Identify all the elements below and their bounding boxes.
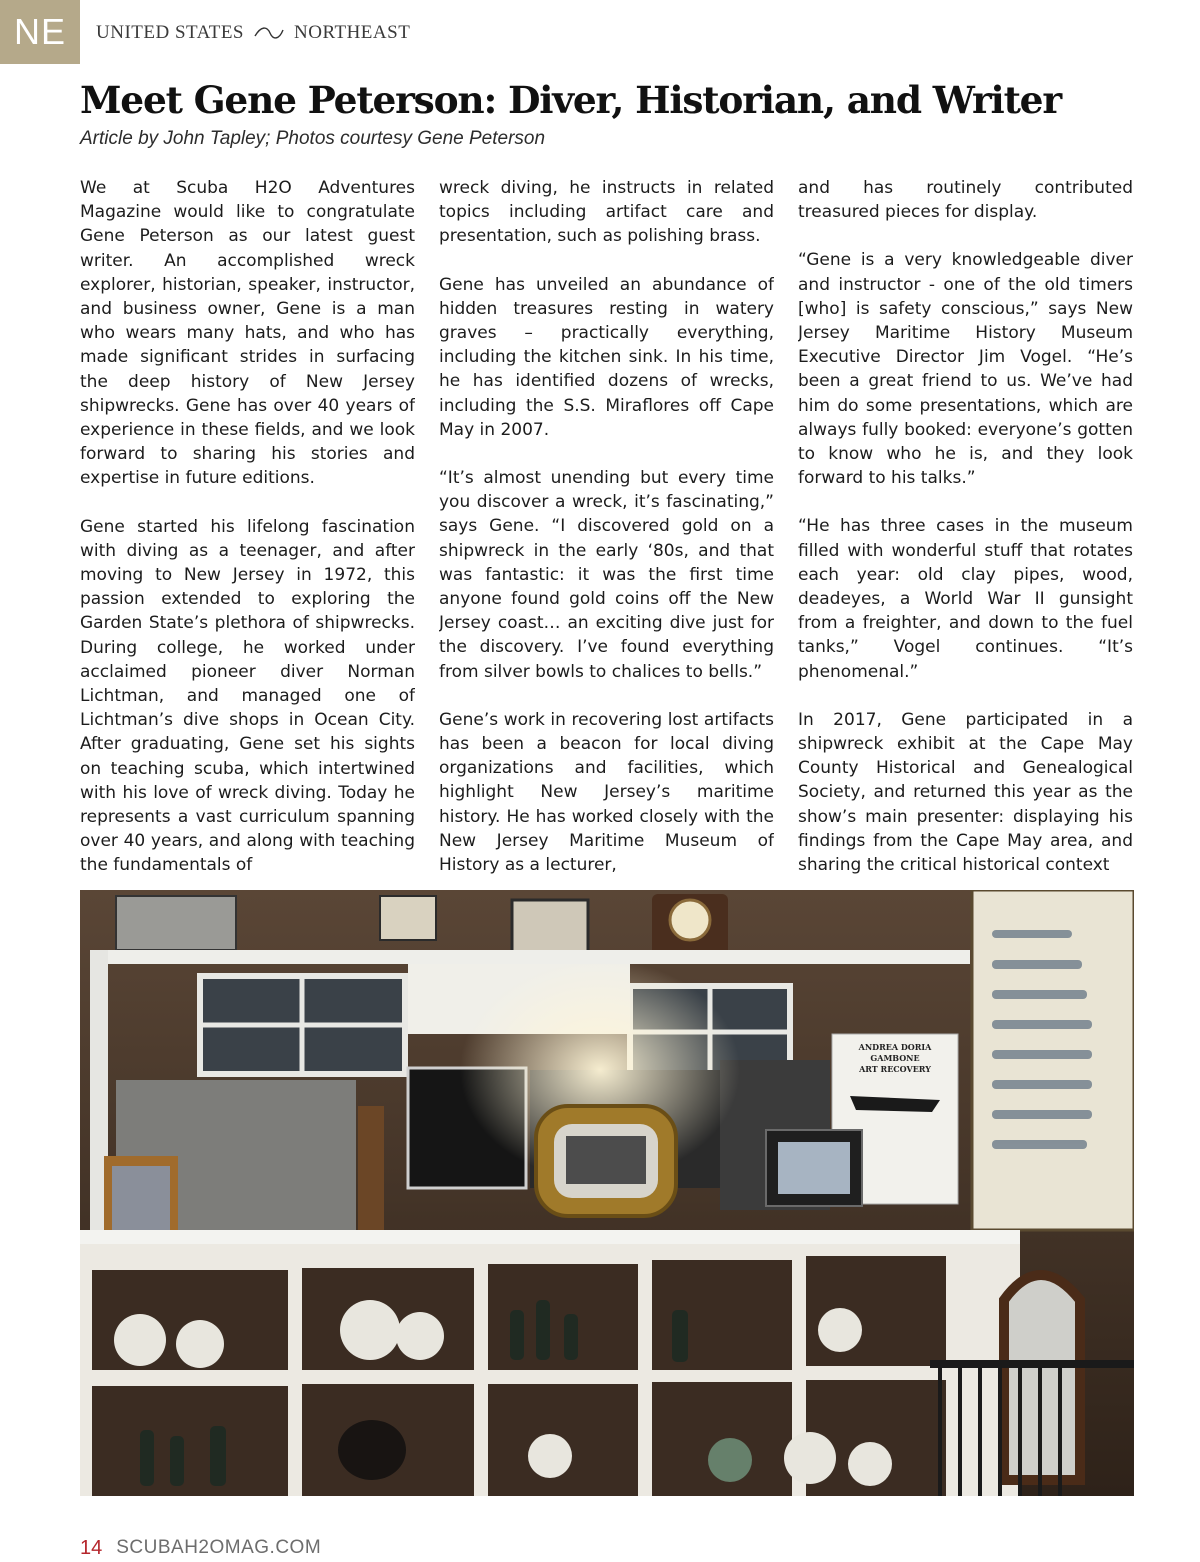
article-column-2 bbox=[439, 176, 774, 878]
paragraph: Gene has unveiled an abundance of hidden treasures resting in watery graves – practically everything, including the kitchen sink. In his time, he has identified dozens of wrecks, including the S.S. Miraflores off Cape May in 2007. bbox=[439, 274, 774, 440]
paragraph: We at Scuba H2O Adventures Magazine would like to congratulate Gene Peterson as our latest guest writer. An accomplished wreck explorer, historian, speaker, instructor, and business owner, Gene is a man who wears many hats, and who has made significant strides in surfacing the deep history of New Jersey shipwrecks. Gene has over 40 years of experience in these fields, and we look forward to sharing his stories and expertise in future editions. bbox=[80, 178, 415, 489]
article-byline: Article by John Tapley; Photos courtesy Gene Peterson bbox=[80, 128, 546, 149]
section-code: NE bbox=[13, 11, 66, 52]
paragraph: and has routinely contributed treasured pieces for display. bbox=[798, 178, 1133, 223]
paragraph: In 2017, Gene participated in a shipwreck exhibit at the Cape May County Historical and Genealogical Society, and returned this year as the show’s main presenter: displaying his findings from the Cape May area, and sharing the critical historical context bbox=[798, 709, 1133, 876]
site-url: SCUBAH2OMAG.COM bbox=[116, 1537, 322, 1558]
paragraph: “He has three cases in the museum filled with wonderful stuff that rotates each year: old clay pipes, wood, deadeyes, a World War II gunsight from a freighter, and down to the fuel tanks,” Vogel continues. “It’s phenomenal.” bbox=[798, 516, 1133, 682]
breadcrumb-region: UNITED STATES bbox=[96, 22, 244, 43]
article-column-1 bbox=[80, 176, 415, 878]
paragraph: wreck diving, he instructs in related topics including artifact care and presentation, such as polishing brass. bbox=[439, 178, 774, 247]
paragraph: Gene started his lifelong fascination with diving as a teenager, and after moving to New Jersey in 1972, this passion extended to exploring the Garden State’s plethora of shipwrecks. During college, he worked under acclaimed pioneer diver Norman Lichtman, and managed one of Lichtman’s dive shops in Ocean City. After graduating, Gene set his sights on teaching scuba, which intertwined with his love of wreck diving. Today he represents a vast curriculum spanning over 40 years, and along with teaching the fundamentals of bbox=[80, 516, 415, 876]
sign-line: GAMBONE bbox=[870, 1053, 920, 1063]
breadcrumb bbox=[96, 20, 410, 46]
wave-separator-icon bbox=[254, 26, 284, 40]
page-number: 14 bbox=[80, 1536, 103, 1559]
breadcrumb-subregion: NORTHEAST bbox=[294, 22, 411, 43]
section-tab bbox=[0, 0, 80, 64]
paragraph: Gene’s work in recovering lost artifacts has been a beacon for local diving organizations and facilities, which highlight New Jersey’s maritime history. He has worked closely with the New Jersey Maritime Museum of History as a lecturer, bbox=[439, 709, 774, 876]
paragraph: “It’s almost unending but every time you discover a wreck, it’s fascinating,” says Gene. “I discovered gold on a shipwreck in the early ‘80s, and that was fantastic: it was the first time anyone found gold coins off the New Jersey coast… an exciting dive just for the discovery. I’ve found everything from silver bowls to chalices to bells.” bbox=[439, 468, 774, 682]
museum-display-photo bbox=[80, 890, 1134, 1496]
sign-line: ART RECOVERY bbox=[859, 1064, 931, 1074]
sign-line: ANDREA DORIA bbox=[858, 1042, 932, 1052]
article-title: Meet Gene Peterson: Diver, Historian, and Writer bbox=[80, 78, 1061, 122]
article-column-3 bbox=[798, 176, 1133, 878]
paragraph: “Gene is a very knowledgeable diver and instructor - one of the old timers [who] is safety conscious,” says New Jersey Maritime History Museum Executive Director Jim Vogel. “He’s been a great friend to us. We’ve had him do some presentations, which are always fully booked: everyone’s gotten to know who he is, and they look forward to his talks.” bbox=[798, 250, 1133, 489]
